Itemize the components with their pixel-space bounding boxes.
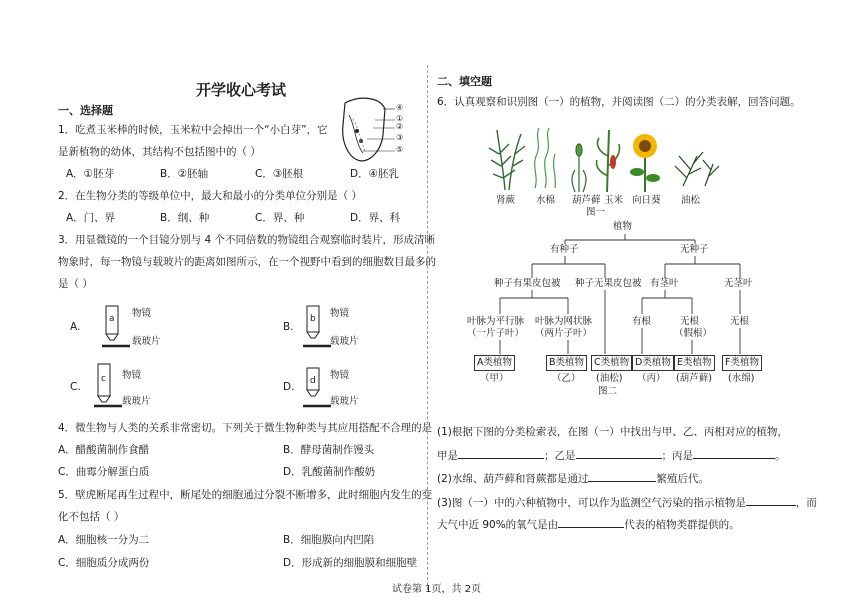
q2-option-d[interactable]: D．界、科 (350, 212, 401, 224)
tree-angiosperm: 种子有果皮包被 (494, 278, 561, 289)
corn-plant-icon (596, 130, 619, 192)
q6-sub3-line2-suffix: 代表的植物类群提供的。 (624, 519, 740, 531)
q6-intro: 6．认真观察和识别图（一）的植物，并阅读图（二）的分类表解，回答问题。 (437, 96, 801, 108)
q6-sub3-line1 (437, 496, 817, 510)
q3-option-c[interactable] (70, 362, 210, 414)
class-f-name: (水绵) (728, 373, 755, 384)
q5-line1: 5．壁虎断尾再生过程中，断尾处的细胞通过分裂不断增多，此时细胞内发生的变 (58, 489, 433, 501)
q6-bing-blank[interactable] (693, 458, 775, 459)
q3-line3: 是（ ） (58, 278, 93, 290)
q4-option-c[interactable]: C．曲霉分解蛋白质 (58, 466, 150, 478)
column-divider (427, 65, 428, 590)
plant-label-corn: 玉米 (604, 195, 624, 206)
q5-option-d[interactable]: D．形成新的细胞膜和细胞壁 (283, 557, 418, 569)
tree-net-vein: 叶脉为网状脉 (535, 316, 593, 327)
q6-sub1: (1)根据下图的分类检索表，在图（一）中找出与甲、乙、丙相对应的植物， (437, 426, 788, 438)
q1-line1: 1．吃煮玉米棒的时候，玉米粒中会掉出一个“小白芽”，它 (58, 124, 328, 136)
q4-option-d[interactable]: D．乳酸菌制作酸奶 (283, 466, 376, 478)
q3-line2: 物象时，每一物镜与载玻片的距离如图所示，在一个视野中看到的细胞数目最多的 (58, 256, 436, 268)
q2-option-c[interactable]: C．界、种 (255, 212, 305, 224)
q5-option-a[interactable]: A．细胞核一分为二 (58, 534, 150, 546)
q3-slide-label-a: 载玻片 (132, 336, 161, 347)
q6-sub3-mid: ，而 (795, 497, 817, 509)
corn-label-4: ④ (396, 103, 404, 112)
class-b-name: （乙） (552, 373, 581, 384)
q3-option-b-label: B. (283, 321, 294, 333)
q6-sub1-end: 。 (775, 450, 786, 462)
figure1-caption: 图一 (586, 207, 606, 218)
q5-option-b[interactable]: B．细胞膜向内凹陷 (283, 534, 375, 546)
q6-jia-blank[interactable] (458, 458, 544, 459)
q4-option-a[interactable]: A．醋酸菌制作食醋 (58, 444, 150, 456)
q2-option-a[interactable]: A．门、界 (66, 212, 116, 224)
q3-letter-d: d (310, 376, 316, 386)
q5-line2: 化不包括（ ） (58, 511, 125, 523)
q1-line2: 是新植物的幼体，其结构不包括图中的（ ） (58, 146, 261, 158)
tree-has-stem-leaf: 有茎叶 (650, 278, 679, 289)
q3-option-d-label: D. (283, 381, 295, 393)
q3-objective-label-a: 物镜 (132, 308, 152, 319)
class-f-box: F类植物 (722, 355, 762, 371)
q1-option-a[interactable]: A．①胚芽 (66, 168, 115, 180)
q6-sub2 (437, 472, 709, 486)
q6-jia-label: 甲是 (437, 450, 458, 462)
q6-sub2-blank[interactable] (588, 481, 656, 482)
q5-option-c[interactable]: C．细胞质分成两份 (58, 557, 150, 569)
q3-objective-label-d: 物镜 (330, 370, 350, 381)
q3-option-d[interactable] (283, 362, 423, 414)
q3-objective-label-c: 物镜 (122, 370, 142, 381)
q6-sub3-prefix: (3)图（一）中的六种植物中，可以作为监测空气污染的指示植物是 (437, 497, 746, 509)
class-d-box: D类植物 (632, 355, 674, 371)
page-footer: 试卷第 1页，共 2页 (392, 584, 482, 595)
q3-option-a[interactable] (70, 302, 210, 354)
q3-slide-label-b: 载玻片 (330, 336, 359, 347)
tree-gymnosperm: 种子无果皮包被 (575, 278, 642, 289)
class-c-name: (油松) (596, 373, 623, 384)
q6-sub3-blank1[interactable] (746, 505, 796, 506)
class-d-name: （丙） (637, 373, 666, 384)
tree-has-seed: 有种子 (550, 244, 579, 255)
q3-objective-label-b: 物镜 (330, 308, 350, 319)
plant-label-moss: 葫芦藓 (572, 195, 601, 206)
q4-text: 4．微生物与人类的关系非常密切。下列关于微生物种类与其应用搭配不合理的是 (58, 422, 433, 434)
q6-sub1-answers (437, 449, 786, 463)
tree-no-stem-leaf: 无茎叶 (724, 278, 753, 289)
q3-slide-label-d: 载玻片 (330, 396, 359, 407)
q3-option-c-label: C. (70, 381, 81, 393)
q3-letter-c: c (101, 374, 106, 384)
q3-option-b[interactable] (283, 302, 423, 354)
plant-label-spirogyra: 水棉 (536, 195, 556, 206)
tree-no-root: 无根 (680, 316, 700, 327)
q6-sub3-blank2[interactable] (558, 527, 624, 528)
q6-bing-label: ；丙是 (661, 450, 693, 462)
tree-no-seed: 无种子 (680, 244, 709, 255)
pine-icon (675, 152, 719, 186)
q3-option-a-label: A. (70, 321, 81, 333)
moss-icon (572, 144, 586, 192)
q1-option-b[interactable]: B．②胚轴 (160, 168, 209, 180)
corn-label-3: ③ (396, 133, 404, 142)
q6-sub2-prefix: (2)水绵、葫芦藓和肾蕨都是通过 (437, 473, 589, 485)
class-a-name: （甲） (480, 373, 509, 384)
q1-option-d[interactable]: D．④胚乳 (350, 168, 399, 180)
q4-option-b[interactable]: B．酵母菌制作馒头 (283, 444, 375, 456)
figure2-caption: 图二 (598, 386, 618, 397)
exam-title: 开学收心考试 (196, 81, 287, 99)
q6-yi-label: ；乙是 (544, 450, 576, 462)
q3-slide-label-c: 载玻片 (122, 396, 151, 407)
spirogyra-icon (535, 128, 556, 188)
sunflower-icon (630, 134, 660, 192)
q3-letter-b: b (310, 314, 316, 324)
tree-no-root-2: 无根 (730, 316, 750, 327)
tree-false-root: （假根） (674, 328, 713, 339)
plant-label-sunflower: 向日葵 (632, 195, 661, 206)
q1-option-c[interactable]: C．③胚根 (255, 168, 304, 180)
q6-sub3-line2 (437, 518, 740, 532)
corn-seed-figure (335, 95, 405, 167)
corn-label-1: ① (396, 114, 404, 123)
q2-option-b[interactable]: B．纲、种 (160, 212, 210, 224)
class-c-box: C类植物 (591, 355, 632, 371)
corn-label-2: ② (396, 122, 404, 131)
q3-letter-a: a (109, 314, 115, 324)
class-e-name: (葫芦藓) (676, 373, 712, 384)
tree-dicot: （两片子叶） (535, 328, 593, 339)
fern-icon (489, 130, 525, 190)
section1-heading: 一、选择题 (58, 104, 113, 117)
q6-yi-blank[interactable] (576, 458, 662, 459)
plant-figure (487, 126, 727, 196)
corn-label-5: ⑤ (396, 145, 404, 154)
q2-text: 2．在生物分类的等级单位中，最大和最小的分类单位分别是（ ） (58, 190, 363, 202)
tree-root: 植物 (613, 221, 633, 232)
tree-monocot: （一片子叶） (467, 328, 525, 339)
class-b-box: B类植物 (546, 355, 587, 371)
section2-heading: 二、填空题 (437, 75, 492, 88)
class-e-box: E类植物 (674, 355, 715, 371)
q6-sub2-suffix: 繁殖后代。 (656, 473, 709, 485)
q6-sub3-line2-prefix: 大气中近 90%的氧气是由 (437, 519, 559, 531)
tree-has-root: 有根 (632, 316, 652, 327)
q3-line1: 3．用显微镜的一个目镜分别与 4 个不同倍数的物镜组合观察临时装片，形成清晰 (58, 234, 436, 246)
class-a-box: A类植物 (474, 355, 515, 371)
plant-label-pine: 油松 (681, 195, 701, 206)
plant-label-fern: 肾蕨 (496, 195, 516, 206)
tree-parallel-vein: 叶脉为平行脉 (467, 316, 525, 327)
